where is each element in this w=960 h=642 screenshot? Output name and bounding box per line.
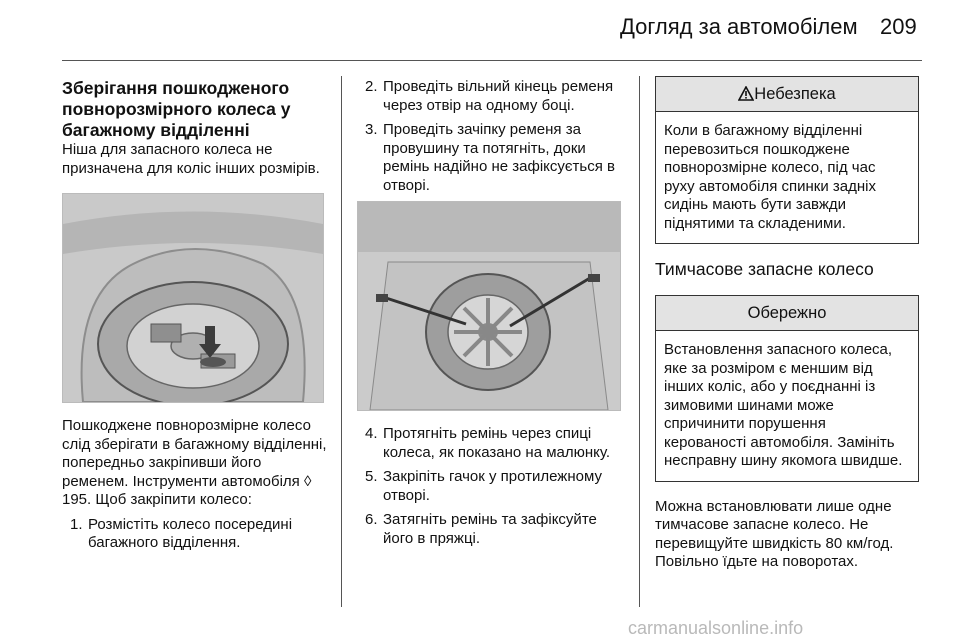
steps-list-1 [62, 516, 328, 553]
caution-box-text: Встановлення запасного колеса, яке за розміром є меншим від інших коліс, або у поєднанні із зимовими шинами може спричинити порушення керованості автомобіля. Замініть несправну шину якомога швидше. [664, 341, 903, 469]
steps-list-3 [357, 425, 625, 548]
caution-box [655, 295, 919, 482]
strapped-wheel-photo [357, 201, 621, 411]
column-2 [357, 78, 625, 554]
step-item [357, 121, 625, 195]
step-text: Розмістіть колесо посередині багажного відділення. [88, 515, 293, 551]
spare-wheel-well-photo [62, 193, 324, 403]
step-number: 2. [365, 78, 378, 95]
warning-triangle-icon [738, 86, 754, 101]
step-item [357, 425, 625, 462]
steps-list-2 [357, 78, 625, 195]
danger-box-text: Коли в багажному відділенні перевозиться пошкоджене повнорозмірне колесо, під час руху автомобіля спинки задніх сидінь мають бути завжди піднятими та складеними. [664, 122, 876, 232]
intro-text: Ніша для запасного колеса не призначена для коліс інших розмірів. [62, 141, 320, 177]
storage-paragraph: Пошкоджене повнорозмірне колесо слід зберігати в багажному відділенні, попередньо закріпивши його ременем. Інструменти автомобіля ◊ 195. Щоб закріпити колесо: [62, 417, 327, 508]
wheel-well-illustration [63, 194, 323, 402]
step-text: Закріпіть гачок у протилежному отворі. [383, 468, 602, 504]
step-text: Проведіть вільний кінець ременя через отвір на одному боці. [383, 78, 614, 114]
section-heading-temporary-spare: Тимчасове запасне колесо [655, 259, 874, 279]
page-header-title: Догляд за автомобілем [620, 14, 858, 39]
column-3 [655, 76, 919, 572]
page-number: 209 [880, 14, 917, 39]
step-item [357, 468, 625, 505]
column-divider-2 [639, 76, 640, 607]
step-number: 5. [365, 468, 378, 485]
caution-box-header: Обережно [656, 296, 918, 331]
danger-box-title: Небезпека [754, 85, 836, 103]
step-item [62, 516, 328, 553]
temporary-spare-paragraph: Можна встановлювати лише одне тимчасове запасне колесо. Не перевищуйте швидкість 80 км/год. Повільно їдьте на поворотах. [655, 497, 894, 570]
watermark: carmanualsonline.info [628, 618, 804, 638]
step-number: 4. [365, 425, 378, 442]
step-item [357, 78, 625, 115]
step-number: 3. [365, 121, 378, 138]
step-number: 6. [365, 511, 378, 528]
step-number: 1. [70, 515, 83, 533]
column-1 [62, 78, 328, 559]
section-heading-damaged-wheel: Зберігання пошкодженого повнорозмірного колеса у багажному відділенні [62, 78, 291, 140]
step-item [357, 511, 625, 548]
column-divider-1 [341, 76, 342, 607]
step-text: Проведіть зачіпку ременя за провушину та потягніть, доки ремінь надійно не зафіксується в отворі. [383, 121, 615, 194]
step-text: Протягніть ремінь через спиці колеса, як показано на малюнку. [383, 425, 611, 461]
strapped-wheel-illustration [358, 202, 620, 410]
danger-box [655, 76, 919, 244]
step-text: Затягніть ремінь та зафіксуйте його в пряжці. [383, 511, 597, 547]
header-rule [62, 60, 922, 61]
danger-box-header [656, 77, 918, 112]
